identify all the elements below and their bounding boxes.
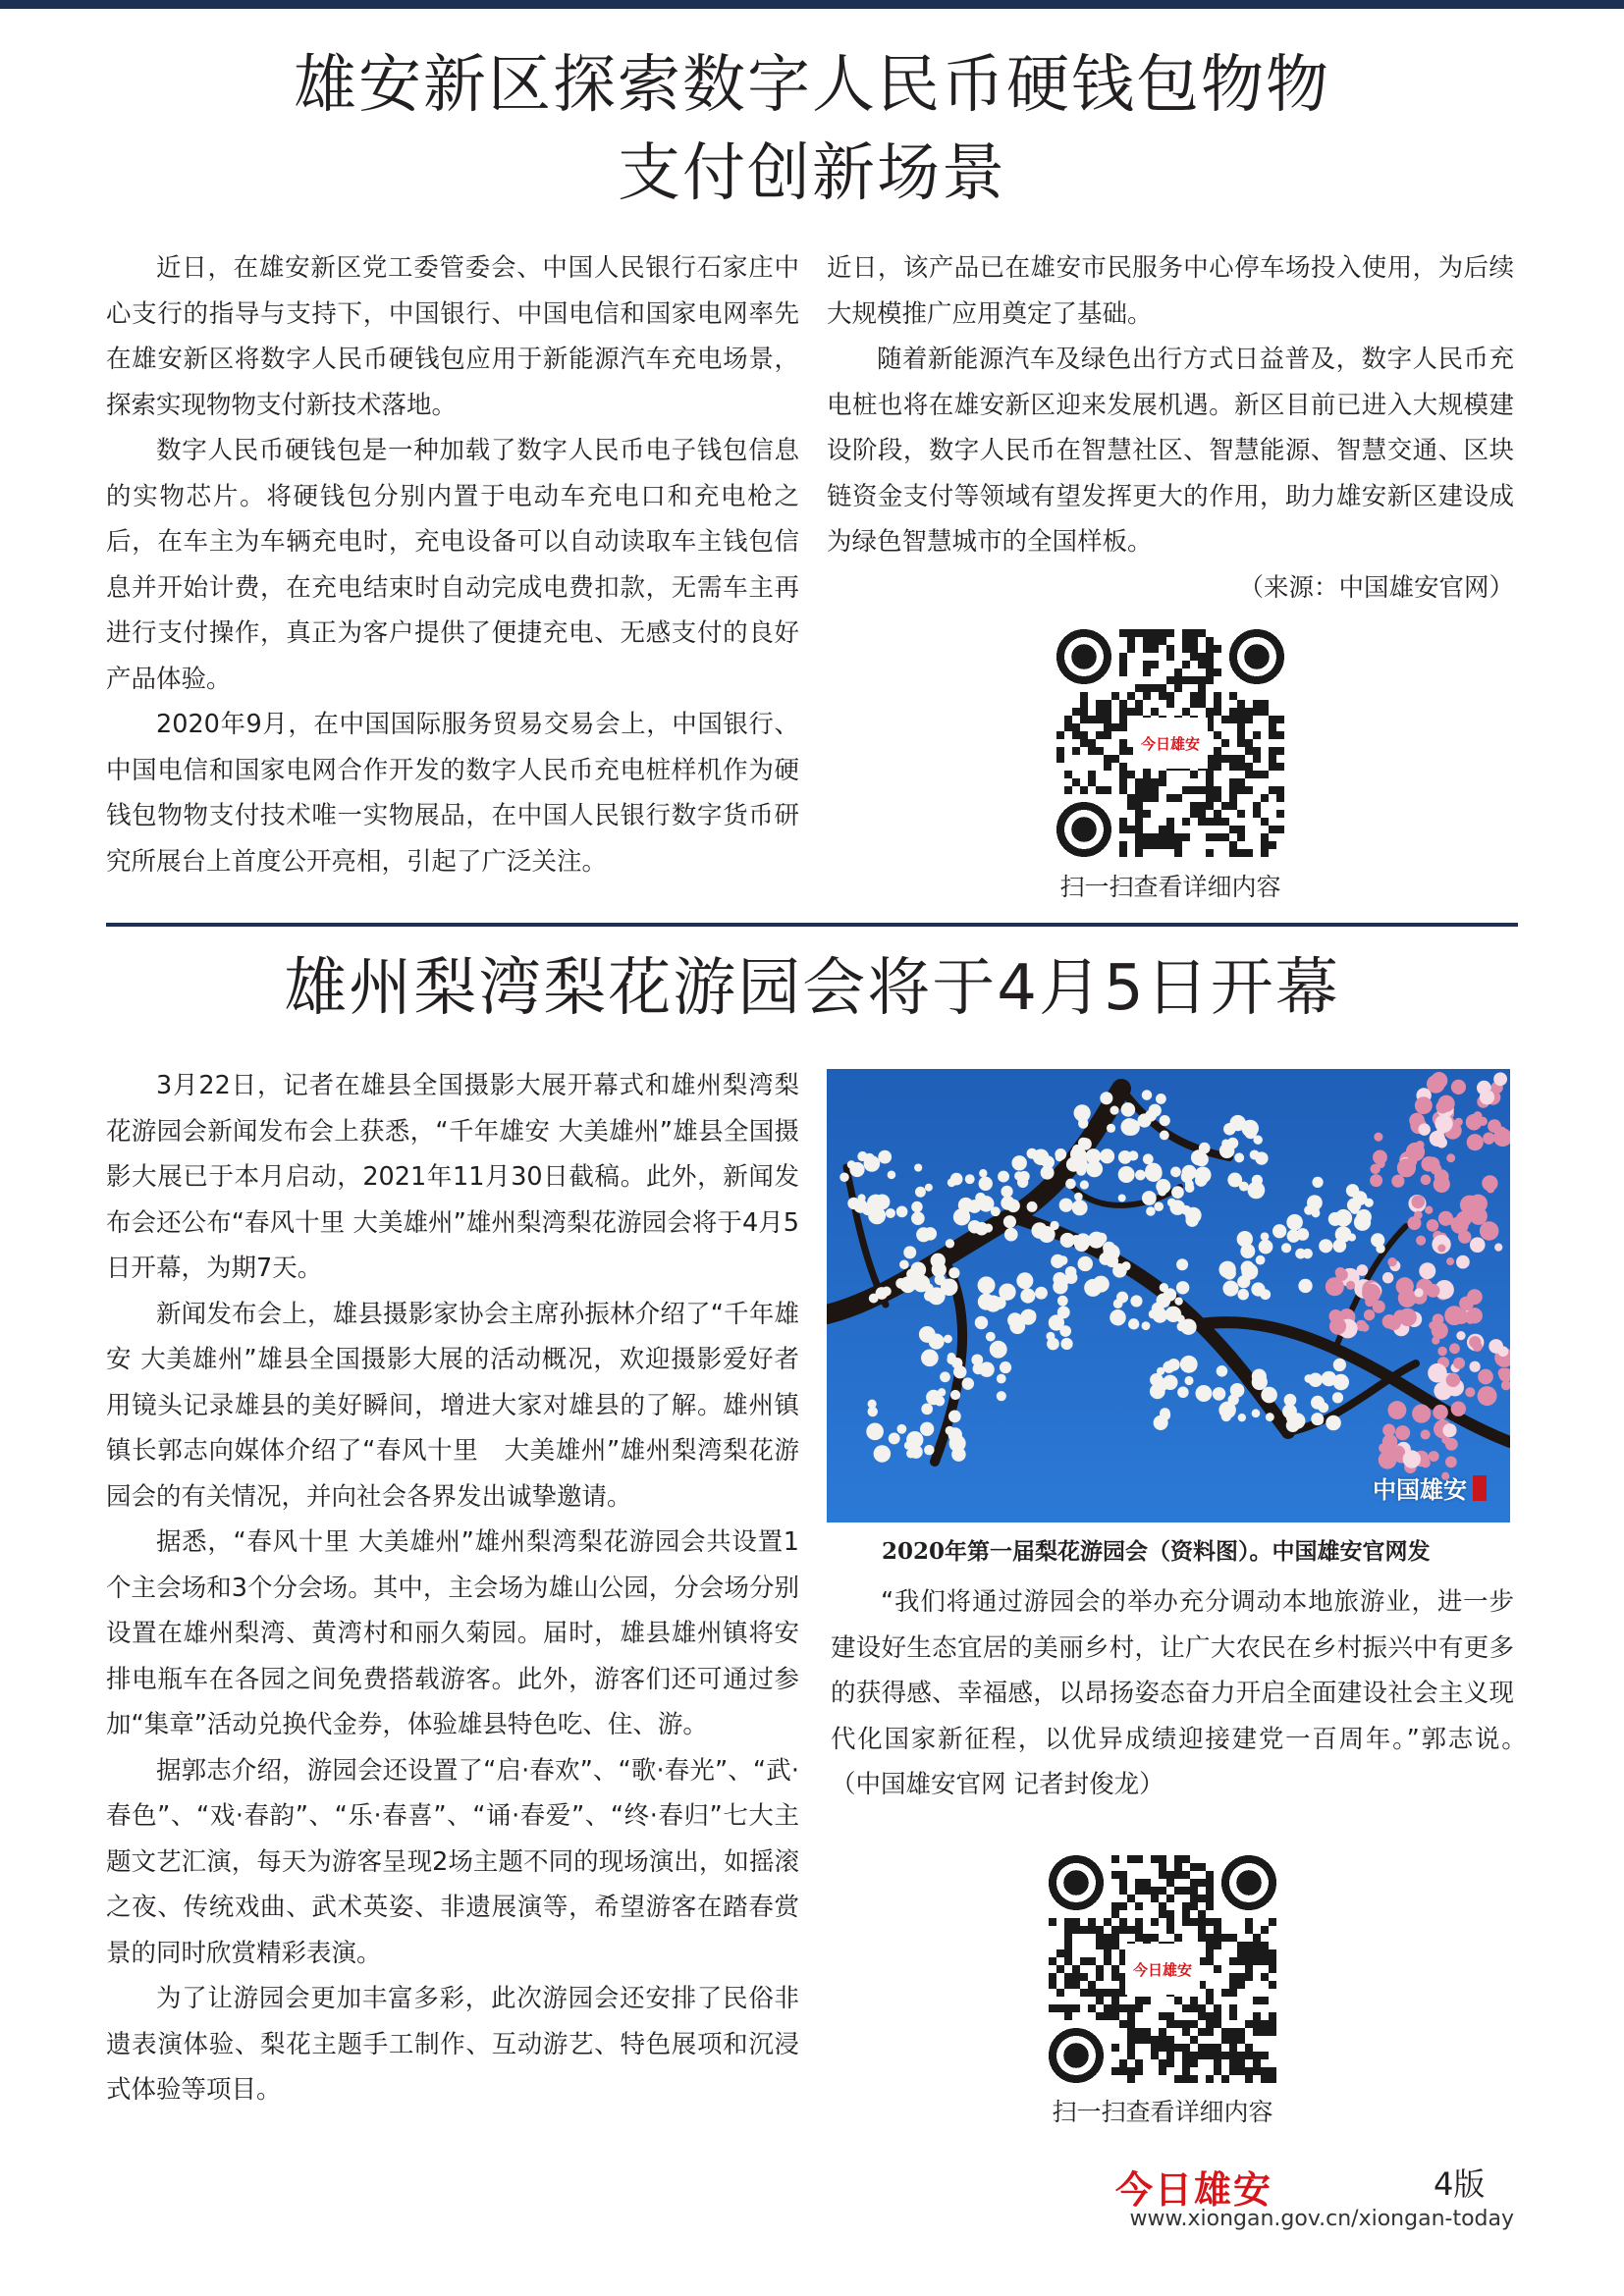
article2-paragraph-4: 据郭志介绍，游园会还设置了“启·春欢”、“歌·春光”、“武·春色”、“戏·春韵”、“乐·春喜”、“诵·春爱”、“终·春归”七大主题文艺汇演，每天为游客呈现2场主题不同的现场演出，如摇滚之夜、传统戏曲、武术英姿、非遗展演等，希望游客在踏春赏景的同时欣赏精彩表演。 [106,1755,799,1968]
pear-blossom-photo [827,1069,1510,1522]
seal-icon [1473,1475,1487,1501]
article1-title-line2: 支付创新场景 [618,137,1006,210]
photo-illustration [827,1069,1510,1522]
article1-paragraph-4: 随着新能源汽车及绿色出行方式日益普及，数字人民币充电桩也将在雄安新区迎来发展机遇。新区目前已进入大规模建设阶段，数字人民币在智慧社区、智慧能源、智慧交通、区块链资金支付等领域有望发挥更大的作用，助力雄安新区建设成为绿色智慧城市的全国样板。 [827,345,1514,557]
article1-paragraph-3-continued: 近日，该产品已在雄安市民服务中心停车场投入使用，为后续大规模推广应用奠定了基础。 [827,253,1514,329]
article1-left-column [106,245,799,884]
article2-paragraph-1: 3月22日，记者在雄县全国摄影大展开幕式和雄州梨湾梨花游园会新闻发布会上获悉，“千年雄安 大美雄州”雄县全国摄影大展已于本月启动，2021年11月30日截稿。此外，新闻发布会还公布“春风十里 大美雄州”雄州梨湾梨花游园会将于4月5日开幕，为期7天。 [106,1071,799,1283]
article1-source: （来源：中国雄安官网） [1238,572,1514,603]
article2-qr-caption: 扫一扫查看详细内容 [1052,2098,1273,2126]
article1-qr-caption: 扫一扫查看详细内容 [1059,873,1281,901]
photo-watermark [1373,1470,1487,1505]
article2-paragraph-6: “我们将通过游园会的举办充分调动本地旅游业，进一步建设好生态宜居的美丽乡村，让广大农民在乡村振兴中有更多的获得感、幸福感，以昂扬姿态奋力开启全面建设社会主义现代化国家新征程，以优异成绩迎接建党一百周年。”郭志说。 （中国雄安官网 记者封俊龙） [831,1587,1565,1799]
photo-caption: 2020年第一届梨花游园会（资料图）。中国雄安官网发 [882,1538,1431,1565]
article1-paragraph-3: 2020年9月，在中国国际服务贸易交易会上，中国银行、中国电信和国家电网合作开发的数字人民币充电桩样机作为硬钱包物物支付技术唯一实物展品，在中国人民银行数字货币研究所展台上首度公开亮相，引起了广泛关注。 [106,710,799,877]
article1-headline [98,41,1526,218]
article2-right-column [831,1579,1565,1808]
article2-headline: 雄州梨湾梨花游园会将于4月5日开幕 [284,952,1340,1025]
article2-qr-logo: 今日雄安 [1125,1944,1200,1995]
article1-paragraph-2: 数字人民币硬钱包是一种加载了数字人民币电子钱包信息的实物芯片。将硬钱包分别内置于电动车充电口和充电枪之后，在车主为车辆充电时，充电设备可以自动读取车主钱包信息并开始计费，在充电结束时自动完成电费扣款，无需车主再进行支付操作，真正为客户提供了便捷充电、无感支付的良好产品体验。 [106,436,799,694]
article1-qr-code[interactable] [1056,629,1284,857]
article1-title-line1: 雄安新区探索数字人民币硬钱包物物 [294,49,1330,122]
footer-url[interactable]: www.xiongan.gov.cn/xiongan-today [1129,2207,1514,2231]
article1-paragraph-1: 近日，在雄安新区党工委管委会、中国人民银行石家庄中心支行的指导与支持下，中国银行、中国电信和国家电网率先在雄安新区将数字人民币硬钱包应用于新能源汽车充电场景，探索实现物物支付新技术落地。 [106,253,799,420]
article2-paragraph-2: 新闻发布会上，雄县摄影家协会主席孙振林介绍了“千年雄安 大美雄州”雄县全国摄影大展的活动概况，欢迎摄影爱好者用镜头记录雄县的美好瞬间，增进大家对雄县的了解。雄州镇镇长郭志向媒体介绍了“春风十里 大美雄州”雄州梨湾梨花游园会的有关情况，并向社会各界发出诚挚邀请。 [106,1299,799,1512]
article2-paragraph-5: 为了让游园会更加丰富多彩，此次游园会还安排了民俗非遗表演体验、梨花主题手工制作、互动游艺、特色展项和沉浸式体验等项目。 [106,1984,799,2105]
photo-watermark-text: 中国雄安 [1373,1475,1467,1504]
section-divider [106,923,1518,927]
article2-paragraph-3: 据悉，“春风十里 大美雄州”雄州梨湾梨花游园会共设置1个主会场和3个分会场。其中，主会场为雄山公园，分会场分别设置在雄州梨湾、黄湾村和丽久菊园。届时，雄县雄州镇将安排电瓶车在各园之间免费搭载游客。此外，游客们还可通过参加“集章”活动兑换代金券，体验雄县特色吃、住、游。 [106,1527,799,1739]
article2-left-column [106,1063,799,2113]
page-number: 4版 [1434,2165,1486,2203]
article1-right-column [827,245,1514,611]
top-bar [0,0,1624,9]
article2-qr-code[interactable] [1049,1855,1276,2083]
footer-brand-logo: 今日雄安 [1115,2167,1273,2212]
article1-qr-logo: 今日雄安 [1133,718,1208,769]
